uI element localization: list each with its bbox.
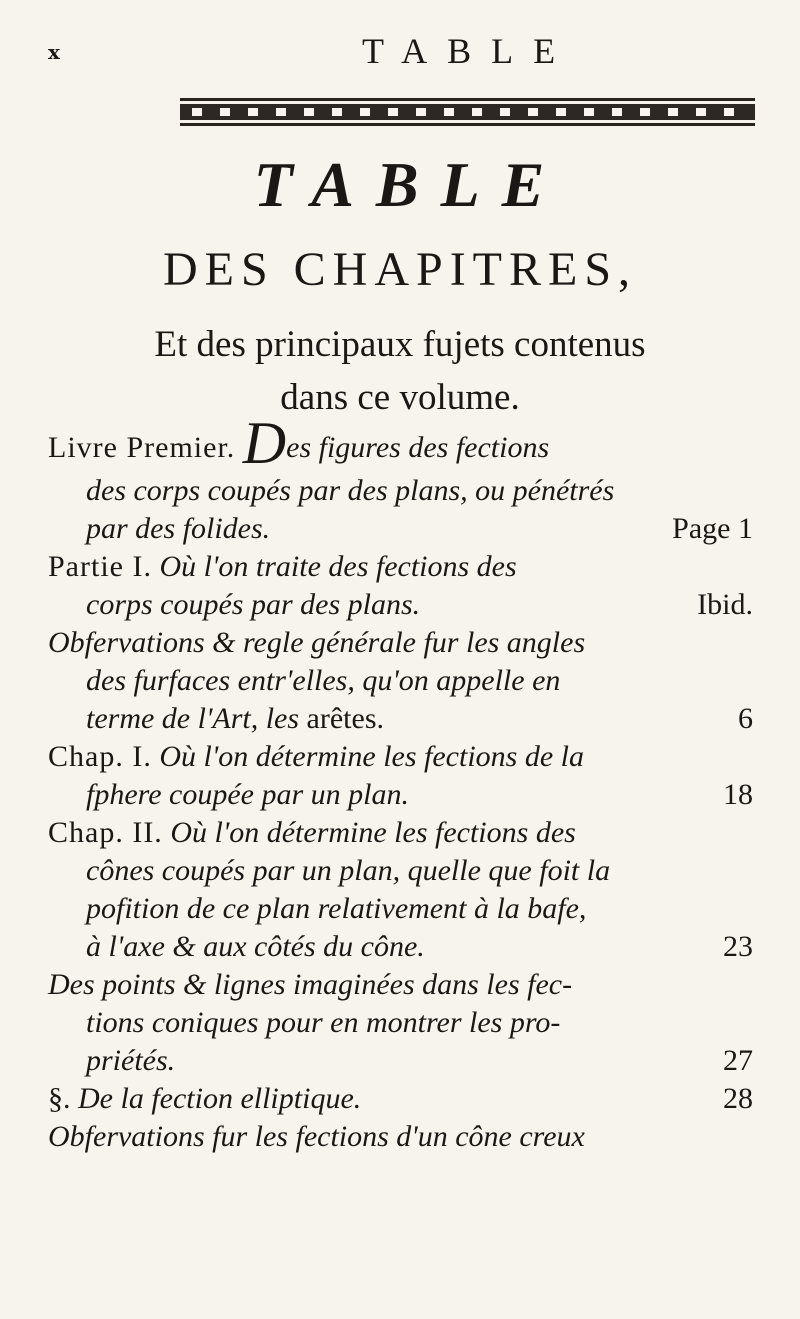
running-head-title: TABLE [362,31,576,71]
partie-label: Partie I. [48,550,152,583]
entry-text: terme de l'Art, les [86,702,300,735]
running-head [0,20,800,80]
toc-entry-points: Des points & lignes imaginées dans les fec- [48,968,573,1001]
entry-text: priétés. [86,1044,176,1077]
page-ref: 18 [723,778,753,811]
subtitle-line: Et des principaux fujets contenus [154,324,646,365]
entry-text: es figures des fections [286,431,550,464]
chapter-label: Chap. II. [48,816,163,849]
page-ref: 27 [723,1044,753,1077]
toc-line [48,510,753,548]
entry-text: Où l'on détermine les fections des [170,816,576,849]
entry-text: tions coniques pour en montrer les pro- [86,1006,561,1039]
folio-number: x [48,40,60,64]
entry-text: par des folides. [86,512,271,545]
entry-text: arêtes. [306,702,384,735]
page-ref: 28 [723,1082,753,1115]
table-title: TABLE [253,149,567,220]
section-mark: §. [48,1082,71,1115]
entry-text: cônes coupés par un plan, quelle que foit la [86,854,611,887]
toc-entry-observations: Obfervations & regle générale fur les angles [48,626,586,659]
toc-line [48,776,753,814]
drop-cap: D [242,410,287,476]
entry-text: à l'axe & aux côtés du cône. [86,930,425,963]
table-of-contents [48,410,753,1156]
headpiece-ornament-band [180,94,755,138]
chapter-label: Chap. I. [48,740,152,773]
toc-entry-chap-1 [48,738,753,776]
page-ref: Page 1 [672,512,753,545]
entry-text: des furfaces entr'elles, qu'on appelle en [86,664,561,697]
subtitle [0,318,800,424]
entry-text: des corps coupés par des plans, ou pénétrés [86,474,615,507]
subtitle-line: dans ce volume. [280,377,520,418]
chapters-title: DES CHAPITRES, [162,243,638,296]
toc-entry-livre [48,410,753,476]
toc-line [48,928,753,966]
page-ref: 6 [738,702,753,735]
toc-line [48,700,753,738]
toc-entry-partie [48,548,753,586]
entry-text: corps coupés par des plans. [86,588,421,621]
livre-label: Livre Premier. [48,431,236,464]
toc-entry-observations-cone: Obfervations fur les fections d'un cône creux [48,1120,585,1153]
entry-text: Où l'on traite des fections des [159,550,517,583]
entry-text: De la fection elliptique. [78,1082,362,1115]
toc-entry-chap-2 [48,814,753,852]
page-ref: Ibid. [697,588,753,621]
toc-line [48,1042,753,1080]
toc-entry-elliptique [48,1080,753,1118]
entry-text: pofition de ce plan relativement à la bafe, [86,892,587,925]
toc-line [48,586,753,624]
entry-text: fphere coupée par un plan. [86,778,409,811]
entry-text: Où l'on détermine les fections de la [159,740,584,773]
page-ref: 23 [723,930,753,963]
